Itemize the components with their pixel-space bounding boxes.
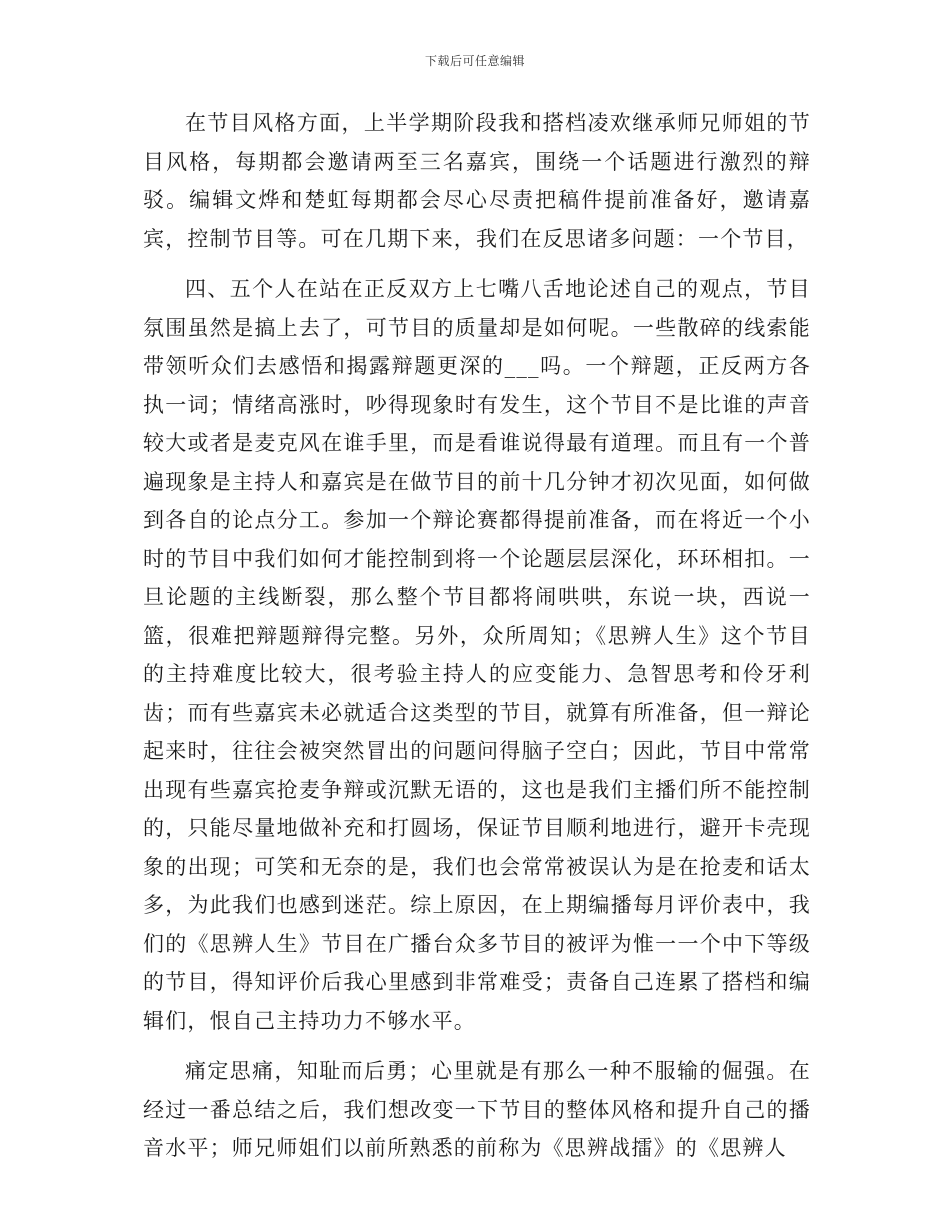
paragraph-3: 痛定思痛，知耻而后勇；心里就是有那么一种不服输的倔强。在经过一番总结之后，我们想改变一下节目的整体风格和提升自己的播音水平；师兄师姐们以前所熟悉的前称为《思辨战擂》的《思辨人 [143,1059,811,1160]
document-body [143,104,811,1180]
page-header: 下载后可任意编辑 [424,54,525,68]
paragraph-1: 在节目风格方面，上半学期阶段我和搭档凌欢继承师兄师姐的节目风格，每期都会邀请两至三名嘉宾，围绕一个话题进行激烈的辩驳。编辑文烨和楚虹每期都会尽心尽责把稿件提前准备好，邀请嘉宾，控制节目等。可在几期下来，我们在反思诸多问题：一个节目， [143,111,811,251]
paragraph-2: 四、五个人在站在正反双方上七嘴八舌地论述自己的观点，节目氛围虽然是搞上去了，可节目的质量却是如何呢。一些散碎的线索能带领听众们去感悟和揭露辩题更深的___吗。一个辩题，正反两方各执一词；情绪高涨时，吵得现象时有发生，这个节目不是比谁的声音较大或者是麦克风在谁手里，而是看谁说得最有道理。而且有一个普遍现象是主持人和嘉宾是在做节目的前十几分钟才初次见面，如何做到各自的论点分工。参加一个辩论赛都得提前准备，而在将近一个小时的节目中我们如何才能控制到将一个论题层层深化，环环相扣。一旦论题的主线断裂，那么整个节目都将闹哄哄，东说一块，西说一篮，很难把辩题辩得完整。另外，众所周知；《思辨人生》这个节目的主持难度比较大，很考验主持人的应变能力、急智思考和伶牙利齿；而有些嘉宾未必就适合这类型的节目，就算有所准备，但一辩论起来时，往往会被突然冒出的问题问得脑子空白；因此，节目中常常出现有些嘉宾抢麦争辩或沉默无语的，这也是我们主播们所不能控制的，只能尽量地做补充和打圆场，保证节目顺利地进行，避开卡壳现象的出现；可笑和无奈的是，我们也会常常被误认为是在抢麦和话太多，为此我们也感到迷茫。综上原因，在上期编播每月评价表中，我们的《思辨人生》节目在广播台众多节目的被评为惟一一个中下等级的节目，得知评价后我心里感到非常难受；责备自己连累了搭档和编辑们，恨自己主持功力不够水平。 [143,277,811,1033]
